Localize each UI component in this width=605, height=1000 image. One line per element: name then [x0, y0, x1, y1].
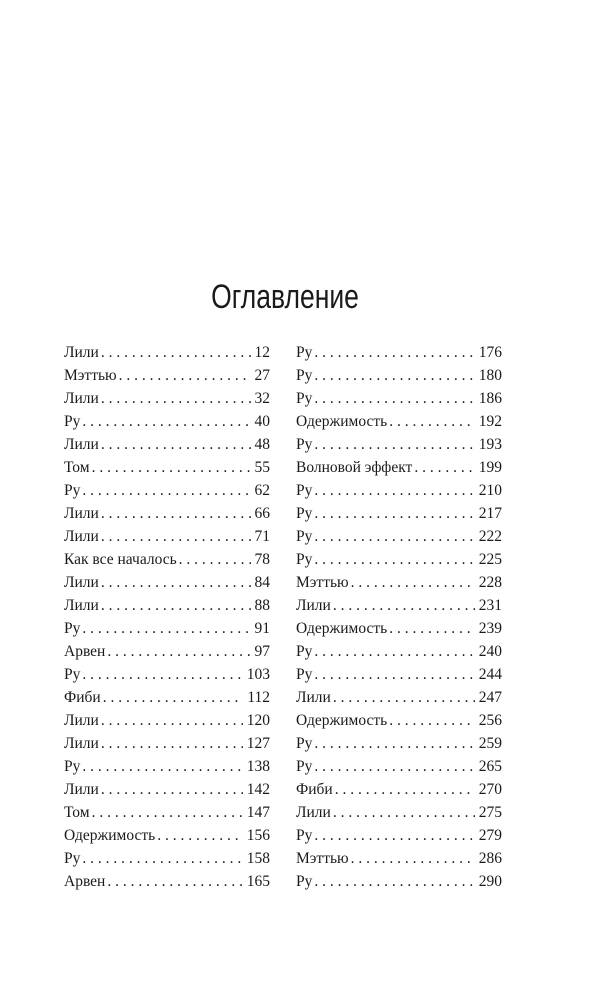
toc-entry-title: Ру — [64, 620, 81, 637]
toc-entry[interactable] — [64, 801, 270, 824]
toc-entry-page-number: 78 — [254, 551, 270, 568]
toc-entry[interactable] — [64, 341, 270, 364]
dot-leader — [92, 801, 243, 824]
toc-entry[interactable] — [64, 410, 270, 433]
dot-leader — [103, 686, 244, 709]
toc-entry[interactable] — [296, 824, 502, 847]
toc-entry-page-number: 84 — [254, 574, 270, 591]
toc-entry-page-number: 176 — [478, 344, 502, 361]
dot-leader — [314, 663, 474, 686]
toc-entry-page-number: 192 — [478, 413, 502, 430]
dot-leader — [335, 778, 475, 801]
toc-entry[interactable] — [296, 755, 502, 778]
toc-entry-title: Арвен — [64, 643, 106, 660]
toc-entry[interactable] — [296, 502, 502, 525]
toc-entry-title: Мэттью — [64, 367, 117, 384]
dot-leader — [82, 755, 242, 778]
toc-entry-title: Ру — [64, 666, 81, 683]
dot-leader — [107, 870, 242, 893]
toc-entry-page-number: 71 — [254, 528, 270, 545]
dot-leader — [333, 594, 475, 617]
toc-entry-title: Ру — [296, 505, 313, 522]
dot-leader — [101, 387, 251, 410]
toc-entry-title: Том — [64, 459, 90, 476]
toc-entry[interactable] — [296, 525, 502, 548]
toc-entry-page-number: 228 — [478, 574, 502, 591]
toc-entry-page-number: 180 — [478, 367, 502, 384]
toc-left-column — [64, 341, 270, 893]
dot-leader — [389, 410, 475, 433]
dot-leader — [101, 502, 251, 525]
dot-leader — [314, 502, 474, 525]
toc-entry-title: Ру — [296, 528, 313, 545]
toc-entry-title: Как все началось — [64, 551, 177, 568]
toc-entry-title: Ру — [296, 390, 313, 407]
dot-leader — [314, 341, 474, 364]
dot-leader — [107, 640, 250, 663]
toc-entry[interactable] — [296, 341, 502, 364]
toc-entry[interactable] — [296, 456, 502, 479]
toc-entry-page-number: 244 — [478, 666, 502, 683]
toc-entry-title: Лили — [64, 735, 99, 752]
toc-entry[interactable] — [296, 571, 502, 594]
toc-entry[interactable] — [64, 364, 270, 387]
toc-entry[interactable] — [296, 410, 502, 433]
toc-entry-title: Ру — [296, 735, 313, 752]
toc-entry-page-number: 247 — [478, 689, 502, 706]
toc-entry-title: Ру — [296, 666, 313, 683]
dot-leader — [314, 548, 474, 571]
toc-entry-page-number: 286 — [478, 850, 502, 867]
toc-entry-title: Ру — [296, 643, 313, 660]
toc-entry-page-number: 290 — [478, 873, 502, 890]
toc-entry[interactable] — [64, 640, 270, 663]
dot-leader — [92, 456, 251, 479]
toc-entry-title: Лили — [64, 528, 99, 545]
toc-entry-title: Ру — [64, 413, 81, 430]
toc-entry-page-number: 48 — [254, 436, 270, 453]
dot-leader — [101, 341, 251, 364]
toc-entry-title: Ру — [296, 344, 313, 361]
toc-entry-page-number: 275 — [478, 804, 502, 821]
toc-entry-title: Том — [64, 804, 90, 821]
dot-leader — [82, 617, 250, 640]
toc-entry-title: Ру — [64, 482, 81, 499]
dot-leader — [157, 824, 243, 847]
toc-entry-title: Фиби — [296, 781, 333, 798]
toc-entry[interactable] — [64, 663, 270, 686]
dot-leader — [389, 617, 475, 640]
dot-leader — [351, 847, 475, 870]
toc-entry[interactable] — [64, 502, 270, 525]
toc-entry-page-number: 199 — [478, 459, 502, 476]
toc-entry[interactable] — [64, 387, 270, 410]
toc-entry-title: Ру — [296, 827, 313, 844]
toc-right-column — [296, 341, 502, 893]
toc-entry-title: Лили — [64, 712, 99, 729]
toc-entry-page-number: 239 — [478, 620, 502, 637]
toc-entry[interactable] — [296, 617, 502, 640]
toc-entry[interactable] — [64, 847, 270, 870]
toc-entry-title: Мэттью — [296, 574, 349, 591]
toc-entry-title: Ру — [64, 758, 81, 775]
toc-entry-page-number: 12 — [254, 344, 270, 361]
toc-entry-page-number: 217 — [478, 505, 502, 522]
toc-entry-page-number: 210 — [478, 482, 502, 499]
toc-entry-page-number: 40 — [254, 413, 270, 430]
toc-entry-page-number: 127 — [246, 735, 270, 752]
toc-entry[interactable] — [296, 801, 502, 824]
toc-entry[interactable] — [296, 594, 502, 617]
toc-entry-page-number: 231 — [478, 597, 502, 614]
dot-leader — [101, 433, 251, 456]
dot-leader — [314, 525, 474, 548]
toc-entry-title: Ру — [296, 482, 313, 499]
toc-entry[interactable] — [296, 387, 502, 410]
dot-leader — [101, 594, 251, 617]
toc-entry[interactable] — [64, 571, 270, 594]
toc-entry-title: Ру — [64, 850, 81, 867]
toc-entry-page-number: 156 — [246, 827, 270, 844]
toc-entry-page-number: 32 — [254, 390, 270, 407]
toc-entry-page-number: 193 — [478, 436, 502, 453]
dot-leader — [314, 755, 474, 778]
toc-entry[interactable] — [296, 778, 502, 801]
toc-entry-page-number: 259 — [478, 735, 502, 752]
toc-entry-page-number: 225 — [478, 551, 502, 568]
toc-entry-title: Лили — [64, 390, 99, 407]
toc-entry[interactable] — [296, 709, 502, 732]
toc-entry-page-number: 186 — [478, 390, 502, 407]
toc-entry-title: Одержимость — [296, 712, 388, 729]
toc-entry[interactable] — [64, 594, 270, 617]
toc-entry-page-number: 138 — [246, 758, 270, 775]
toc-entry-title: Мэттью — [296, 850, 349, 867]
toc-entry[interactable] — [296, 433, 502, 456]
toc-entry[interactable] — [296, 686, 502, 709]
toc-entry-title: Ру — [296, 758, 313, 775]
toc-entry[interactable] — [64, 709, 270, 732]
toc-entry[interactable] — [296, 732, 502, 755]
toc-entry-title: Одержимость — [296, 620, 388, 637]
dot-leader — [314, 364, 474, 387]
toc-entry[interactable] — [64, 433, 270, 456]
toc-entry[interactable] — [64, 778, 270, 801]
dot-leader — [82, 410, 250, 433]
toc-entry[interactable] — [296, 663, 502, 686]
toc-entry-title: Ру — [296, 436, 313, 453]
toc-entry-page-number: 62 — [254, 482, 270, 499]
toc-entry[interactable] — [296, 870, 502, 893]
toc-entry[interactable] — [296, 364, 502, 387]
toc-entry-page-number: 27 — [254, 367, 270, 384]
dot-leader — [119, 364, 251, 387]
toc-entry-page-number: 91 — [254, 620, 270, 637]
toc-entry-title: Одержимость — [64, 827, 156, 844]
dot-leader — [314, 640, 474, 663]
dot-leader — [314, 433, 474, 456]
toc-entry-title: Лили — [64, 505, 99, 522]
toc-entry-page-number: 158 — [246, 850, 270, 867]
toc-entry-title: Лили — [296, 689, 331, 706]
toc-entry-title: Лили — [64, 597, 99, 614]
toc-entry-page-number: 55 — [254, 459, 270, 476]
dot-leader — [101, 709, 243, 732]
toc-entry-page-number: 147 — [246, 804, 270, 821]
dot-leader — [179, 548, 251, 571]
dot-leader — [101, 778, 243, 801]
page-title: Оглавление — [211, 278, 359, 316]
toc-entry-title: Лили — [296, 597, 331, 614]
toc-entry-page-number: 270 — [478, 781, 502, 798]
dot-leader — [389, 709, 475, 732]
toc-entry-page-number: 265 — [478, 758, 502, 775]
toc-entry[interactable] — [64, 456, 270, 479]
dot-leader — [101, 525, 251, 548]
toc-entry-title: Лили — [64, 781, 99, 798]
dot-leader — [314, 387, 474, 410]
toc-entry-title: Ру — [296, 367, 313, 384]
dot-leader — [82, 663, 242, 686]
dot-leader — [351, 571, 475, 594]
toc-entry-page-number: 142 — [246, 781, 270, 798]
dot-leader — [314, 824, 474, 847]
toc-entry-title: Лили — [64, 436, 99, 453]
toc-entry[interactable] — [64, 755, 270, 778]
dot-leader — [82, 847, 242, 870]
dot-leader — [333, 801, 475, 824]
toc-entry-page-number: 112 — [247, 689, 270, 706]
toc-entry[interactable] — [64, 479, 270, 502]
toc-entry-title: Ру — [296, 551, 313, 568]
toc-entry-page-number: 165 — [246, 873, 270, 890]
toc-entry[interactable] — [64, 824, 270, 847]
dot-leader — [101, 732, 243, 755]
toc-entry-title: Фиби — [64, 689, 101, 706]
toc-entry-title: Лили — [296, 804, 331, 821]
toc-entry-title: Одержимость — [296, 413, 388, 430]
toc-entry-title: Лили — [64, 344, 99, 361]
toc-entry-page-number: 256 — [478, 712, 502, 729]
toc-entry-title: Арвен — [64, 873, 106, 890]
toc-entry[interactable] — [64, 525, 270, 548]
toc-entry-page-number: 103 — [246, 666, 270, 683]
toc-entry[interactable] — [64, 686, 270, 709]
dot-leader — [333, 686, 475, 709]
toc-entry[interactable] — [296, 548, 502, 571]
toc-entry-page-number: 222 — [478, 528, 502, 545]
toc-entry-page-number: 240 — [478, 643, 502, 660]
toc-entry-page-number: 88 — [254, 597, 270, 614]
dot-leader — [314, 732, 474, 755]
toc-entry-page-number: 97 — [254, 643, 270, 660]
toc-entry-title: Лили — [64, 574, 99, 591]
toc-entry-title: Волновой эффект — [296, 459, 413, 476]
dot-leader — [414, 456, 474, 479]
dot-leader — [101, 571, 251, 594]
toc-entry[interactable] — [64, 732, 270, 755]
toc-entry[interactable] — [64, 548, 270, 571]
dot-leader — [314, 479, 474, 502]
toc-entry[interactable] — [296, 479, 502, 502]
toc-entry[interactable] — [296, 640, 502, 663]
toc-entry-page-number: 120 — [246, 712, 270, 729]
toc-entry-page-number: 279 — [478, 827, 502, 844]
dot-leader — [314, 870, 474, 893]
toc-entry-title: Ру — [296, 873, 313, 890]
toc-entry[interactable] — [64, 617, 270, 640]
toc-entry-page-number: 66 — [254, 505, 270, 522]
toc-entry[interactable] — [296, 847, 502, 870]
dot-leader — [82, 479, 250, 502]
toc-entry[interactable] — [64, 870, 270, 893]
